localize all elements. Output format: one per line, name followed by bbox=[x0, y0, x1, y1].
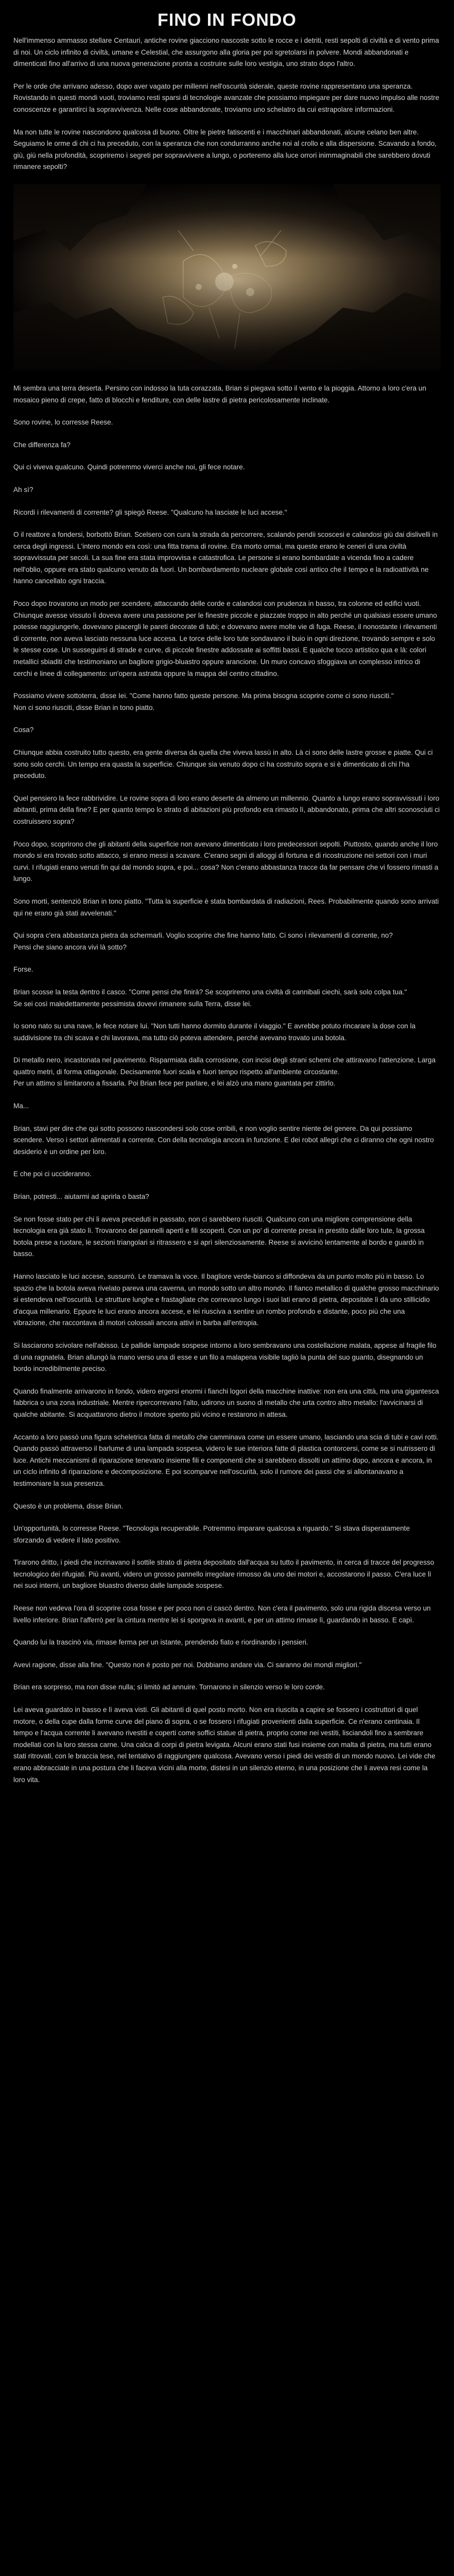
paragraph: Accanto a loro passò una figura scheletrica fatta di metallo che camminava come un essere umano, lasciando una scia di tubi e cavi rotti. Quando passò attraverso il barlume di una lampada sospesa, videro le sue interiora fatte di plastica contorcersi, come se si nutrissero di luce. Antichi meccanismi di riparazione tenevano insieme fili e componenti che si sarebbero dissolti un attimo dopo, ancora e ancora, in un ciclo infinito di riparazione e decomposizione. E poi scomparve nell'oscurità, solo il rumore dei passi che si allontanavano a testimoniare la sua presenza. bbox=[13, 1433, 439, 1487]
paragraph: Nell'immenso ammasso stellare Centauri, antiche rovine giacciono nascoste sotto le rocce e i detriti, resti sepolti di civiltà e di vento prima di noi. Un ciclo infinito di civiltà, umane e Celestial, che assurgono alla gloria per poi sgretolarsi in polvere. Mondi abbandonati e dimenticati fino all'arrivo di una nuova generazione pronta a costruire sulle loro vestigia, uno strato dopo l'altro. bbox=[13, 37, 439, 68]
paragraph: Lei aveva guardato in basso e lì aveva visti. Gli abitanti di quel posto morto. Non era riuscita a capire se fossero i costruttori di quel motore, o della cupe dalla forme curve del piano di sopra, o se fossero i rifugiati provenienti dalla superficie. Ce n'erano centinaia. Il tempo e l'acqua corrente li avevano rivestiti e coperti come soffici statue di pietra, proprio come nei vestiti, lisciandoli fino a sembrare modellati con la loro stessa carne. Una calca di corpi di pietra levigata. Alcuni erano stati fusi insieme con malta di pietra, ma tutti erano stati ritrovati, con le braccia tese, nel tentativo di raggiungere qualcosa. Avevano verso i piedi dei vestiti di un mondo nuovo. Lei vide che erano abbracciate in una postura che li faceva vicini alla morte, distesi in un silenzio eterno, in una posizione che li aveva resi come la loro vita. bbox=[13, 1706, 435, 1784]
paragraph: Qui ci viveva qualcuno. Quindi potremmo viverci anche noi, gli fece notare. bbox=[13, 463, 245, 471]
paragraph: Brian, potresti... aiutarmi ad aprirla o basta? bbox=[13, 1193, 149, 1201]
illustration-vignette bbox=[13, 184, 441, 370]
paragraph: Ma non tutte le rovine nascondono qualcosa di buono. Oltre le pietre fatiscenti e i macchinari abbandonati, alcune celano ben altre. Seguiamo le orme di chi ci ha preceduto, con la speranza che non condurranno anche noi al crollo e alla dispersione. Scavando a fondo, giù, giù nella profondità, scopriremo i segreti per sopravvivere a lungo, o porteremo alla luce orrori inimmaginabili che sarebbero dovuti rimanere sepolti? bbox=[13, 128, 437, 171]
paragraph: Ma... bbox=[13, 1102, 29, 1110]
paragraph: Quel pensiero la fece rabbrividire. Le rovine sopra di loro erano deserte da almeno un millennio. Quanto a lungo erano sopravvissuti i loro abitanti, prima della fine? E per quanto tempo lo strato di abitazioni più profondo era rimasto lì, abbandonato, prima che altri sconosciuti ci costruissero sopra? bbox=[13, 794, 440, 825]
paragraph: E che poi ci uccideranno. bbox=[13, 1170, 92, 1178]
paragraph: Di metallo nero, incastonata nel pavimento. Risparmiata dalla corrosione, con incisi degli strani schemi che attiravano l'attenzione. Larga quattro metri, di forma ottagonale. Decisamente fuori scala e fuori tempo rispetto all'ambiente circostante. Per un attimo si limitarono a fissarla. Poi Brian fece per parlare, e lei alzò una mano guantata per zittirlo. bbox=[13, 1056, 436, 1088]
story-illustration bbox=[13, 184, 441, 370]
paragraph: Brian, stavi per dire che qui sotto possono nascondersi solo cose orribili, e non voglio sentire niente del genere. Da qui possiamo scendere. Verso i settori alimentati a corrente. Con della tecnologia ancora in funzione. E dei robot allegri che ci diranno che ogni nostro desiderio è un ordine per loro. bbox=[13, 1124, 434, 1156]
paragraph: Sono rovine, lo corresse Reese. bbox=[13, 418, 113, 427]
intro-text bbox=[13, 35, 441, 173]
paragraph: Reese non vedeva l'ora di scoprire cosa fosse e per poco non ci cascò dentro. Non c'era il pavimento, solo una rigida discesa verso un livello inferiore. Brian l'afferrò per la cintura mentre lei si sporgeva in avanti, e per un attimo rimase lì, guardando in basso. E capì. bbox=[13, 1604, 431, 1624]
paragraph: Brian scosse la testa dentro il casco. "Come pensi che finirà? Se scopriremo una civiltà di cannibali ciechi, sarà solo colpa tua." Se sei così maledettamente pessimista dovevi rimanere sulla Terra, disse lei. bbox=[13, 988, 407, 1008]
paragraph: Hanno lasciato le luci accese, sussurrò. Le tramava la voce. Il bagliore verde-bianco si diffondeva da un punto molto più in basso. Lo spazio che la botola aveva rivelato pareva una caverna, un mondo sotto un altro mondo. Il fianco metallico di qualche grosso macchinario si estendeva nell'oscurità. Le strutture lunghe e frastagliate che correvano lungo i suoi lati erano di pietra, depositate lì da uno stillicidio d'acqua millenario. Eppure le luci erano ancora accese, e lei riusciva a sentire un rombo profondo e distante, poco più che una vibrazione, che raccontava di motori colossali ancora attivi in barba all'entropia. bbox=[13, 1273, 439, 1327]
paragraph: Cosa? bbox=[13, 726, 34, 734]
paragraph: Che differenza fa? bbox=[13, 440, 71, 449]
paragraph: Se non fosse stato per chi li aveva preceduti in passato, non ci sarebbero riusciti. Qualcuno con una migliore comprensione della tecnologia era già stato lì. Trovarono dei pannelli aperti e fili scoperti. Con un po' di corrente presa in prestito dalle loro tute, la grossa botola prese a ruotare, le sezioni triangolari si ritrassero e si aprì silenziosamente. Reese si avvicinò lentamente al bordo e guardò in basso. bbox=[13, 1215, 425, 1258]
paragraph: Chiunque abbia costruito tutto questo, era gente diversa da quella che viveva lassù in alto. Là ci sono delle lastre grosse e piatte. Qui ci sono solo cerchi. Un tempo era quasta la superficie. Chiunque sia venuto dopo ci ha costruito sopra e si è dimenticato di chi l'ha preceduto. bbox=[13, 749, 433, 780]
paragraph: Mi sembra una terra deserta. Persino con indosso la tuta corazzata, Brian si piegava sotto il vento e la pioggia. Attorno a loro c'era un mosaico pieno di crepe, fatto di blocchi e fenditure, con delle lastre di pietra pericolosamente inclinate. bbox=[13, 384, 427, 404]
paragraph: Un'opportunità, lo corresse Reese. "Tecnologia recuperabile. Potremmo imparare qualcosa a riguardo." Si stava disperatamente sforzando di vedere il lato positivo. bbox=[13, 1524, 410, 1544]
paragraph: Forse. bbox=[13, 965, 33, 974]
paragraph: Quando finalmente arrivarono in fondo, videro ergersi enormi i fianchi logori della macchine inattive: non era una città, ma una gigantesca fabbrica o una zona industriale. Mentre ripercorrevano l'alto, udirono un suono di metallo che urta contro altro metallo: l'avvicinarsi di qualche abitante. Si acquattarono dietro il motore spento più vicino e restarono in attesa. bbox=[13, 1387, 439, 1418]
page-title: FINO IN FONDO bbox=[158, 10, 296, 30]
paragraph: Possiamo vivere sottoterra, disse Iei. "Come hanno fatto queste persone. Ma prima bisogna scoprire come ci sono riusciti." Non ci sono riusciti, disse Brian in tono piatto. bbox=[13, 692, 394, 711]
paragraph: Brian era sorpreso, ma non disse nulla; si limitò ad annuire. Tornarono in silenzio verso le loro corde. bbox=[13, 1683, 325, 1691]
paragraph: Sono morti, sentenziò Brian in tono piatto. "Tutta la superficie è stata bombardata di radiazioni, Rees. Probabilmente quando sono arrivati qui ne erano già stati avvelenati." bbox=[13, 897, 439, 917]
paragraph: Qui sopra c'era abbastanza pietra da schermarli. Voglio scoprire che fine hanno fatto. Ci sono i rilevamenti di corrente, no? Pensi che siano ancora vivi là sotto? bbox=[13, 931, 393, 951]
story-text bbox=[13, 383, 441, 1786]
paragraph: Quando lui la trascinò via, rimase ferma per un istante, prendendo fiato e riordinando i pensieri. bbox=[13, 1638, 308, 1647]
paragraph: Poco dopo trovarono un modo per scendere, attaccando delle corde e calandosi con prudenza in basso, tra colonne ed edifici vuoti. Chiunque avesse vissuto lì doveva avere una passione per le finestre piccole e piazzate troppo in alto perché un qualsiasi essere umano potesse raggiungerle, dovevano piacergli le pareti decorate di tubi; e dovevano avere molte vie di fuga. Reese, il nonostante i rilevamenti di corrente, non aveva lasciato nessuna luce accesa. Le torce delle loro tute sondavano il buio in ogni direzione, trovando sempre e solo le stesse cose. Un susseguirsi di strade e curve, di piccole finestre addossate ai soffitti bassi. E qualche tocco artistico qua e là: colori metallici sbiaditi che testimoniano un bagliore grigio-bluastro oppure arancione. Un muro concavo sfoggiava un complesso intrico di cerchi e linee di collegamento: un'opera astratta oppure la mappa del centro cittadino. bbox=[13, 600, 437, 677]
paragraph: Avevi ragione, disse alla fine. "Questo non è posto per noi. Dobbiamo andare via. Ci saranno dei mondi migliori." bbox=[13, 1660, 362, 1669]
paragraph: O il reattore a fondersi, borbottò Brian. Scelsero con cura la strada da percorrere, scalando pendii scoscesi e calandosi giù dai dislivelli in cerca degli ingressi. L'intero mondo era così: una fitta trama di rovine. Era morto ormai, ma queste erano le ceneri di una civiltà sopravvissuta per secoli. La sua fine era stata improvvisa e catastrofica. Le persone si erano bombardate a vicenda fino a cadere nell'oblio, oppure era stato qualcuno venuto da fuori. Un bombardamento nucleare globale così antico che il tempo e la radioattività ne hanno cancellato ogni traccia. bbox=[13, 531, 438, 585]
paragraph: Io sono nato su una nave, le fece notare lui. "Non tutti hanno dormito durante il viaggio." E avrebbe potuto rincarare la dose con la suddivisione tra chi scava e chi lavorava, ma tutto ciò poteva attendere, perché avevano trovato una botola. bbox=[13, 1022, 416, 1042]
paragraph: Ricordi i rilevamenti di corrente? gli spiegò Reese. "Qualcuno ha lasciate le luci accese." bbox=[13, 508, 287, 516]
paragraph: Si lasciarono scivolare nell'abisso. Le pallide lampade sospese intorno a loro sembravano una costellazione malata, appese al fragile filo di una ragnatela. Brian allungò la mano verso una di esse e un filo a malapena visibile tagliò la punta del suo guanto, disegnando un bordo incredibilmente preciso. bbox=[13, 1341, 436, 1373]
paragraph: Poco dopo, scoprirono che gli abitanti della superficie non avevano dimenticato i loro predecessori sepolti. Piuttosto, quando anche il loro mondo si era trovato sotto attacco, si erano messi a scavare. C'erano segni di alloggi di fortuna e di ricostruzione nei settori con i muri curvi. I rifugiati erano venuti fin qui dal mondo sopra, e poi... cosa? Non c'erano abbastanza tracce da far pensare che vi fossero rimasti a lungo. bbox=[13, 840, 439, 883]
paragraph: Ah sì? bbox=[13, 485, 33, 494]
paragraph: Questo è un problema, disse Brian. bbox=[13, 1502, 124, 1510]
illustration-artwork bbox=[13, 184, 441, 370]
paragraph: Per le orde che arrivano adesso, dopo aver vagato per millenni nell'oscurità siderale, queste rovine rappresentano una speranza. Rovistando in questi mondi vuoti, troviamo resti sparsi di tecnologie avanzate che possiamo impiegare per dare nuovo impulso alle nostre conoscenze e garantirci la sopravvivenza. Nelle cose abbandonate, troviamo uno schelatro da cui estrapolare informazioni. bbox=[13, 82, 440, 113]
paragraph: Tirarono dritto, i piedi che incrinavano il sottile strato di pietra depositato dall'acqua su tutto il pavimento, in cerca di tracce del progresso tecnologico dei rifugiati. Più avanti, videro un grosso pannello irregolare rimosso da uno dei motori e, accostarono il passo. C'era luce lì nei suoi interni, un bagliore bluastro diverso dalle lampade sospese. bbox=[13, 1558, 434, 1590]
